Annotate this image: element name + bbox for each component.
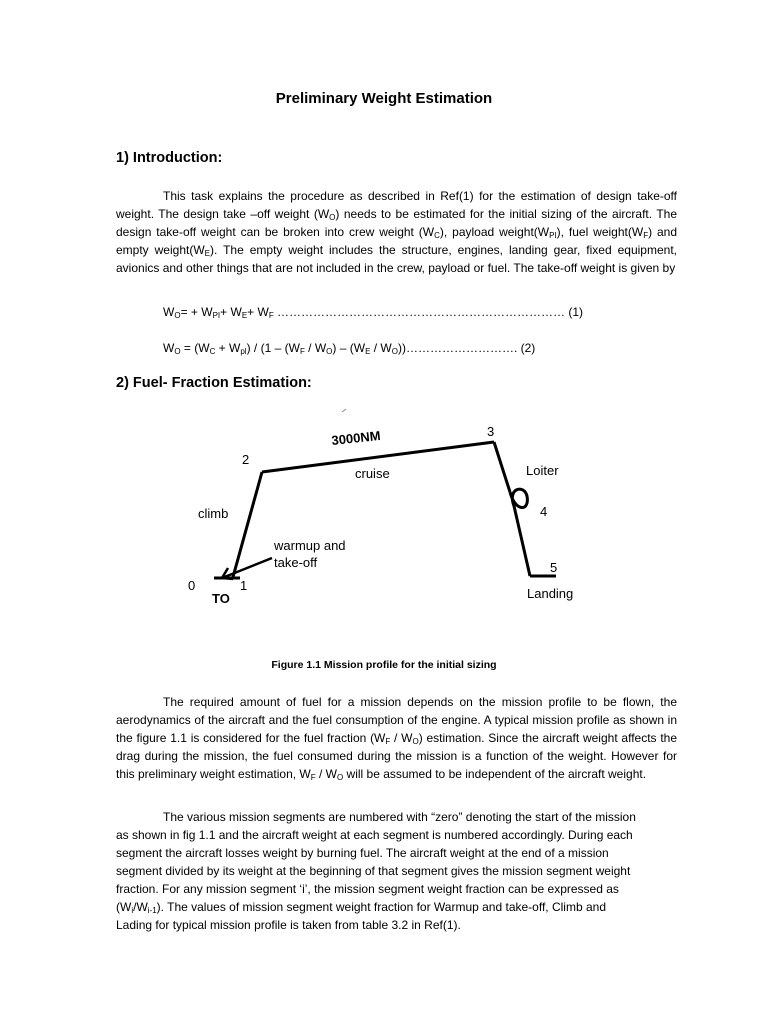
loiter-loop [510,489,530,576]
equation-2: $W_O = (W_C + W_{pl}) / (1 - (W_F / W_O) - (W_E$ / $W_O))\dots\dots\dots\dots\dots\dots\dots\dots\dots$. (2) [163,341,536,356]
range-label: 3000NM [330,427,382,448]
warmup-arrow [222,558,272,578]
fuel-paragraph: The required amount of fuel for a mission depends on the mission profile to be flown, the aerodynamics of the aircraft and the fuel consumption of the engine. A typical mission profile as shown in the figure 1.1 is considered for the fuel fraction $(W_F / W_O)$ estimation. Since the aircraft weight affects the drag during the mission, the fuel consumed during the mission is a function of the weight. However for this preliminary weight estimation, $W_F / W_O$ will be assumed to be independent of the aircraft weight. [116,695,678,782]
to-label: TO [212,591,230,606]
stray-mark [342,409,346,412]
cruise-label: cruise [355,466,390,481]
equation-1: $W_O= + W_{PI}+ W_E+ W_F$ ……………………………………………………………… (1) [163,305,584,320]
segments-paragraph: The various mission segments are numbered with “zero” denoting the start of the mission as shown in fig 1.1 and the aircraft weight at each segment is numbered accordingly. During each segment the aircraft losses weight by burning fuel. The aircraft weight at the end of a mission segment divided by its weight at the beginning of that segment gives the mission segment weight fraction. For any mission segment ‘i’, the mission segment weight fraction can be expressed as $(W_i/W_{i-1})$. The values of mission segment weight fraction for Warmup and take-off, Climb and Lading for typical mission profile is taken from table 3.2 in Ref(1). [116,810,636,932]
landing-label: Landing [527,586,574,601]
climb-label: climb [198,506,229,521]
point-4-label: 4 [540,504,548,519]
point-1-label: 1 [240,578,248,593]
section-heading-introduction: 1) Introduction: [116,150,223,166]
point-0-label: 0 [188,578,196,593]
climb-line [233,472,262,577]
descent-line [494,442,510,492]
point-3-label: 3 [487,424,495,439]
point-2-label: 2 [242,452,250,467]
warmup-label-line2: take-off [274,555,318,570]
section-heading-fuel-fraction: 2) Fuel- Fraction Estimation: [116,375,312,391]
warmup-label-line1: warmup and [274,538,346,553]
point-5-label: 5 [550,560,558,575]
loiter-label: Loiter [526,463,559,478]
mission-profile-diagram [170,400,610,615]
intro-paragraph: This task explains the procedure as described in Ref(1) for the estimation of design take-off weight. The design take –off weight $(W_O)$ needs to be estimated for the initial sizing of the aircraft. The design take-off weight can be broken into crew weight $(W_C)$, payload $weight(W_{PI})$, fuel $weight(W_F)$ and empty $weight(W_E)$. The empty weight includes the structure, engines, landing gear, fixed equipment, avionics and other things that are not included in the crew, payload or fuel. The take-off weight is given by [116,189,678,275]
figure-caption: Figure 1.1 Mission profile for the initial sizing [271,659,497,671]
page-title: Preliminary Weight Estimation [275,90,493,107]
